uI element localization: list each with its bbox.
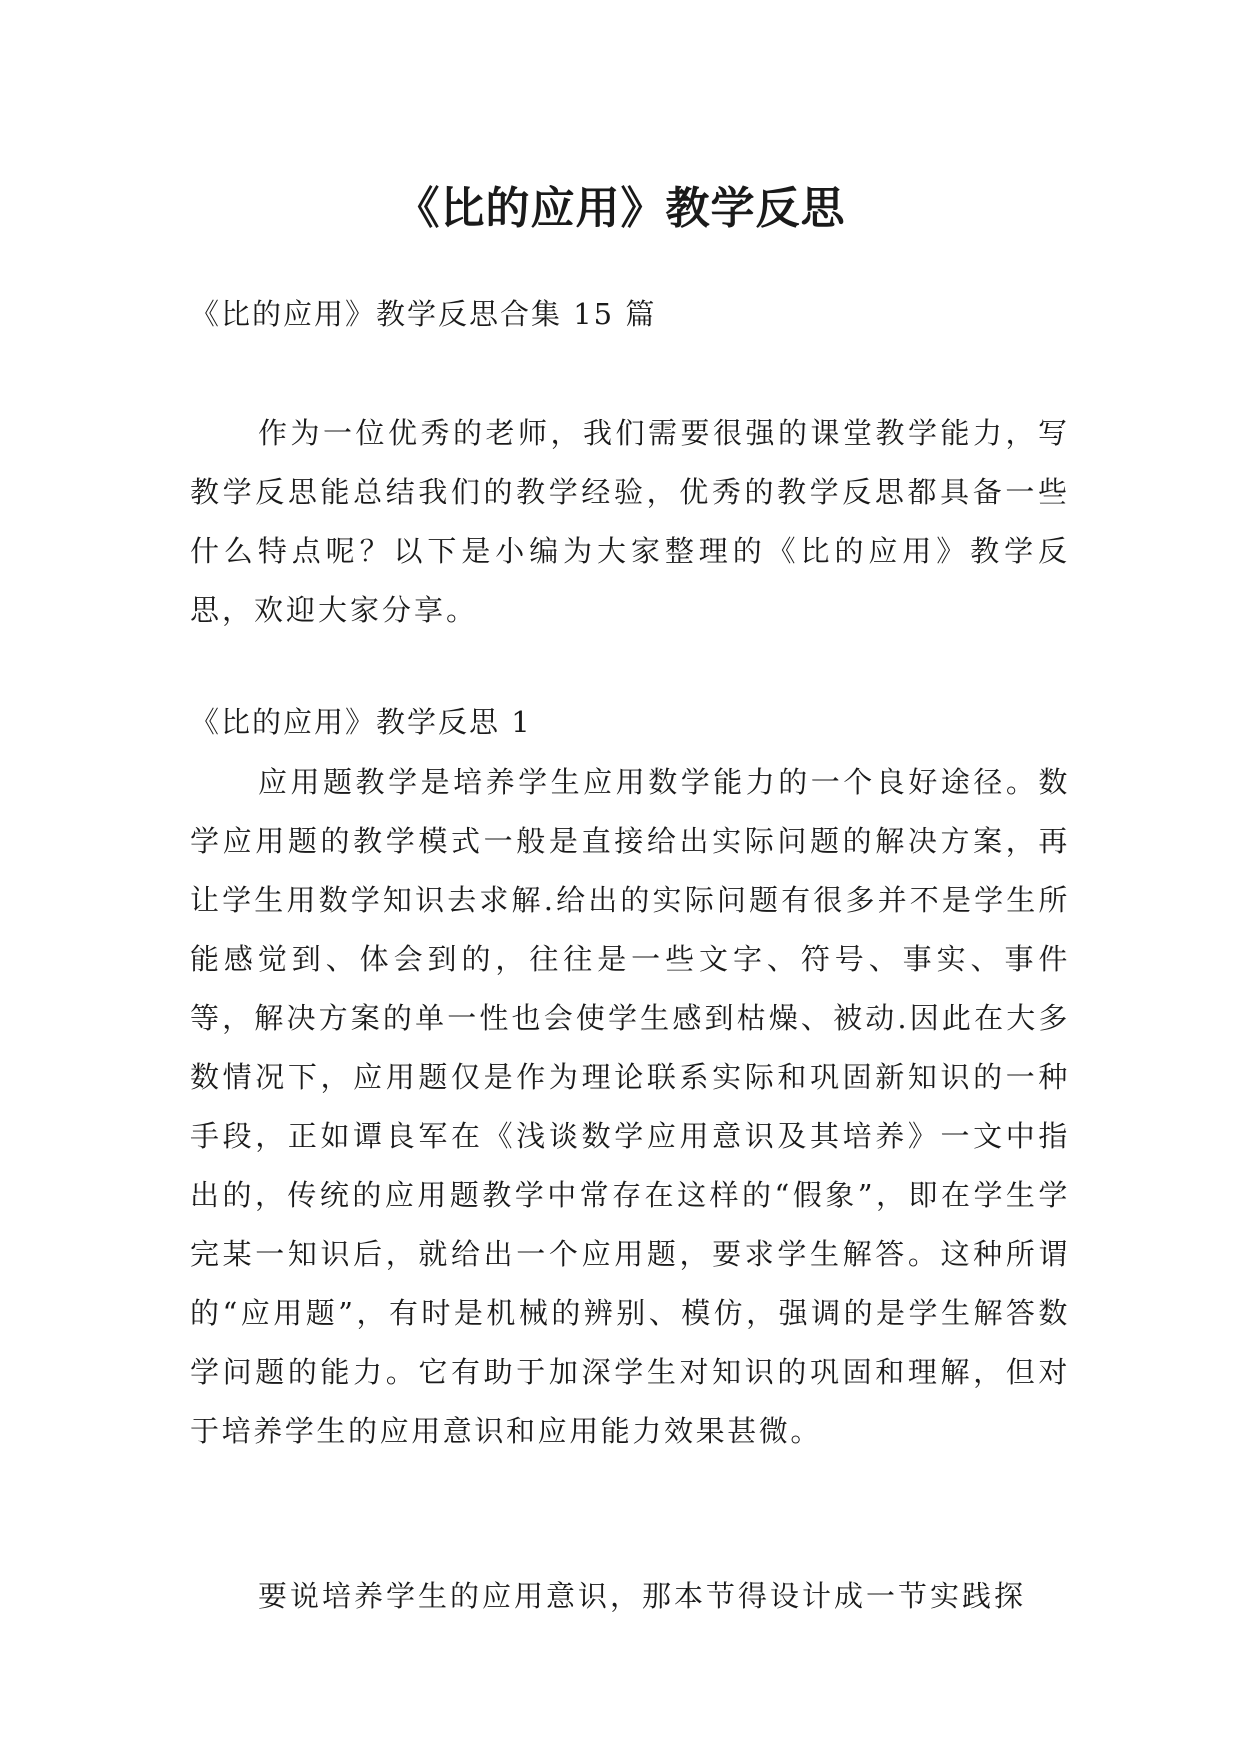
- document-subtitle: 《比的应用》教学反思合集 15 篇: [190, 297, 657, 331]
- document-title: 《比的应用》教学反思: [395, 183, 846, 235]
- body-paragraph-1: 应用题教学是培养学生应用数学能力的一个良好途径。数学应用题的教学模式一般是直接给出实际问题的解决方案，再让学生用数学知识去求解.给出的实际问题有很多并不是学生所能感觉到、体会到的，往往是一些文字、符号、事实、事件等，解决方案的单一性也会使学生感到枯燥、被动.因此在大多数情况下，应用题仅是作为理论联系实际和巩固新知识的一种手段，正如谭良军在《浅谈数学应用意识及其培养》一文中指出的，传统的应用题教学中常存在这样的“假象”，即在学生学完某一知识后，就给出一个应用题，要求学生解答。这种所谓的“应用题”，有时是机械的辨别、模仿，强调的是学生解答数学问题的能力。它有助于加深学生对知识的巩固和理解，但对于培养学生的应用意识和应用能力效果甚微。: [190, 765, 1070, 1448]
- section-heading: 《比的应用》教学反思 1: [190, 705, 532, 739]
- intro-paragraph: 作为一位优秀的老师，我们需要很强的课堂教学能力，写教学反思能总结我们的教学经验，优秀的教学反思都具备一些什么特点呢？以下是小编为大家整理的《比的应用》教学反思，欢迎大家分享。: [190, 416, 1070, 627]
- body-paragraph-2: 要说培养学生的应用意识，那本节得设计成一节实践探: [258, 1579, 1027, 1613]
